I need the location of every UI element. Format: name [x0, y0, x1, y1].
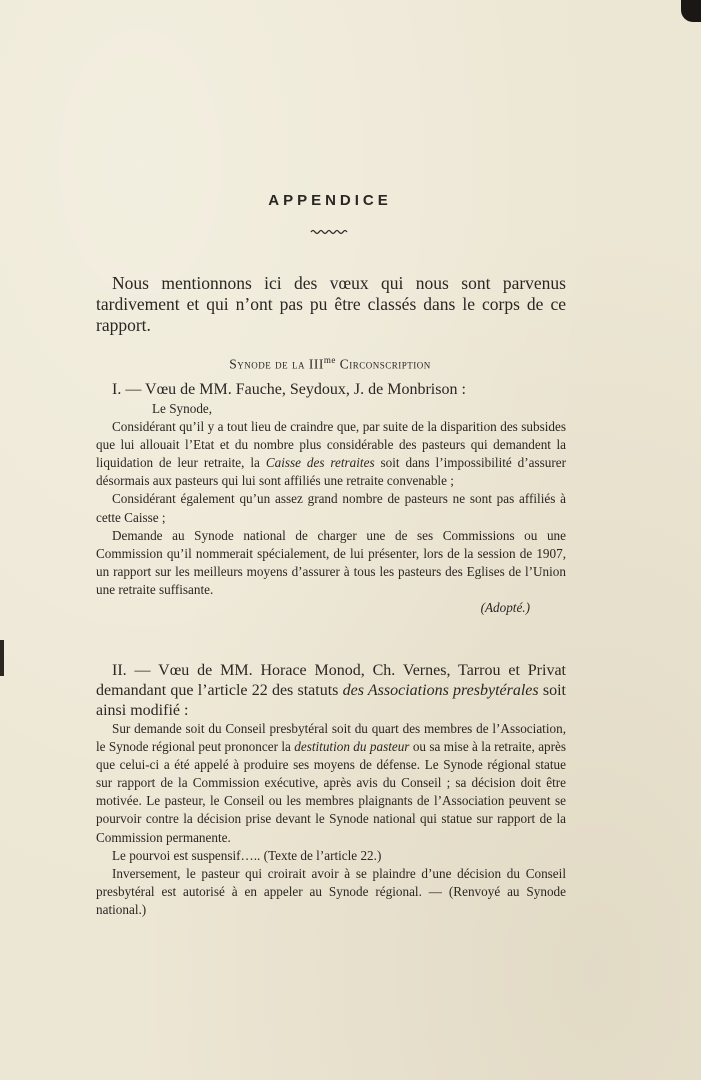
voeu-1-heading: I. — Vœu de MM. Fauche, Seydoux, J. de Monbrison :	[112, 381, 466, 398]
voeu-2-heading	[96, 661, 566, 721]
voeu-1-paragraph-3: Demande au Synode national de charger une de ses Commissions ou une Commission qu’il nommerait spécialement, de lui présenter, lors de la session de 1907, un rapport sur les meilleurs moyens d’assurer à tous les pasteurs des Eglises de l’Union une retraite suffisante.	[96, 527, 566, 597]
voeu-1-body	[96, 400, 566, 617]
intro-paragraph: Nous mentionnons ici des vœux qui nous sont parvenus tardivement et qui n’ont pas pu être classés dans le corps de ce rapport.	[96, 273, 566, 335]
voeu-2-paragraph-3: Inversement, le pasteur qui croirait avoir à se plaindre d’une décision du Conseil presbytéral est autorisé à en appeler au Synode régional. — (Renvoyé au Synode national.)	[96, 865, 566, 917]
voeu-1-paragraph-1	[96, 418, 566, 490]
section-title	[0, 355, 660, 373]
section-title-post: Circonscription	[335, 356, 431, 372]
section-title-pre: Synode de la III	[229, 356, 324, 372]
voeu-2-paragraph-2: Le pourvoi est suspensif….. (Texte de l’article 22.)	[112, 847, 382, 863]
margin-mark	[0, 640, 4, 676]
voeu-2-body	[96, 720, 566, 919]
voeu-2-p1-b: ou sa mise à la retraite, après que celui-ci a été appelé à produire ses moyens de défense. Le Synode régional statue sur rapport de la Commission exécutive, après avis du Conseil ; sa décision doit être motivée. Le pasteur, le Conseil ou les membres plaignants de l’Association peuvent se pourvoir contre la décision prise devant le Synode national qui statue sur rapport de la Commission permanente.	[96, 739, 567, 845]
voeu-2-heading-italic: des Associations presbytérales	[342, 682, 539, 699]
voeu-1-paragraph-2: Considérant également qu’un assez grand nombre de pasteurs ne sont pas affiliés à cette Caisse ;	[96, 491, 566, 525]
le-synode-line: Le Synode,	[152, 401, 213, 416]
voeu-2-paragraph-1	[96, 720, 566, 847]
page-heading: APPENDICE	[268, 192, 392, 209]
voeu-1-p1-italic: Caisse des retraites	[265, 455, 375, 471]
voeu-2-heading-b: soit ainsi modifié :	[96, 682, 566, 719]
torn-corner-mark	[681, 0, 701, 22]
voeu-1-p1-b: soit dans l’impossibilité d’assurer désormais aux pasteurs qui lui sont affiliés une retraite convenable ;	[96, 455, 566, 489]
voeu-1-p1-a: Considérant qu’il y a tout lieu de craindre que, par suite de la disparition des subsides que lui allouait l’Etat et du nombre plus considérable des pasteurs qui demandent la liquidation de leur retraite, la	[96, 419, 566, 471]
heading-ornament	[310, 228, 350, 236]
voeu-2-heading-a: II. — Vœu de MM. Horace Monod, Ch. Vernes, Tarrou et Privat demandant que l’article 22 des statuts	[96, 662, 566, 699]
voeu-2-p1-italic: destitution du pasteur	[294, 739, 410, 755]
voeu-2-p1-a: Sur demande soit du Conseil presbytéral soit du quart des membres de l’Association, le Synode régional peut prononcer la	[96, 721, 566, 755]
section-title-sup: me	[323, 355, 336, 365]
adopte-note: (Adopté.)	[480, 600, 530, 616]
